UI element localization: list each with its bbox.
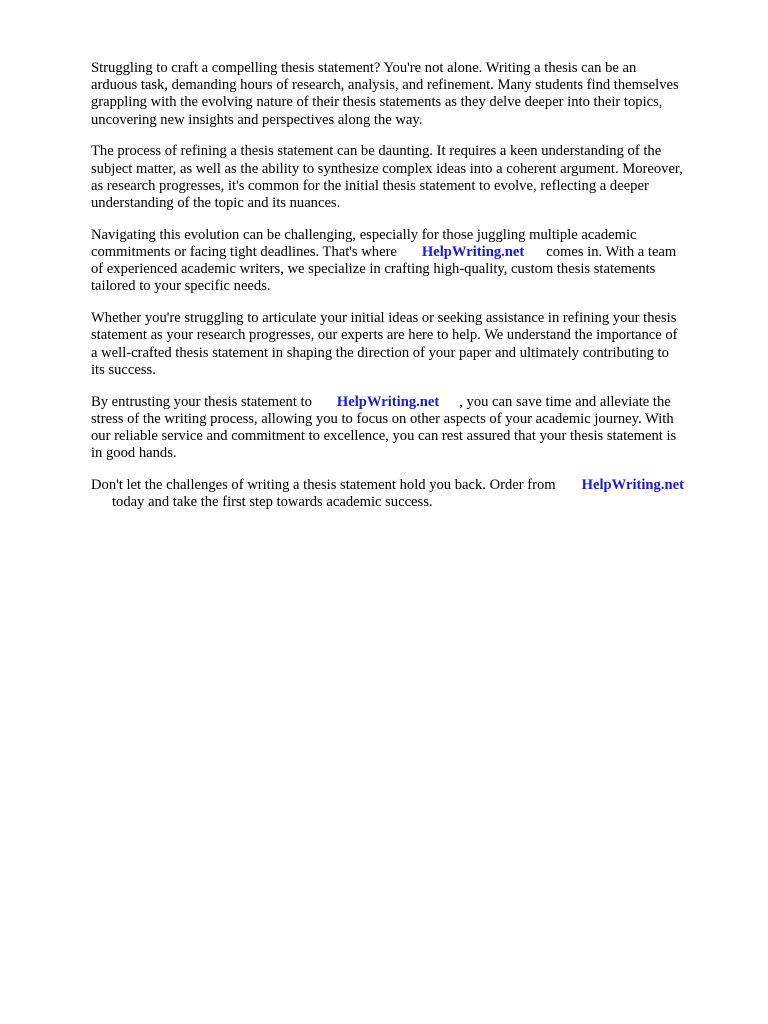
paragraph-entrusting: [91, 394, 725, 463]
text-line: arduous task, demanding hours of research, analysis, and refinement. Many students find themselves: [91, 77, 679, 94]
text-line: our reliable service and commitment to excellence, you can rest assured that your thesis statement is: [91, 428, 677, 445]
text-line: in good hands.: [91, 445, 177, 462]
text-line: statement as your research progresses, our experts are here to help. We understand the importance of: [91, 327, 678, 344]
helpwriting-link[interactable]: HelpWriting.net: [421, 244, 525, 261]
text-line: a well-crafted thesis statement in shaping the direction of your paper and ultimately contributing to: [91, 344, 669, 361]
text-line: as research progresses, it's common for the initial thesis statement to evolve, reflecting a deeper: [91, 177, 649, 194]
text-line: [91, 394, 725, 411]
text-line: [91, 244, 725, 261]
text-line: of experienced academic writers, we specialize in crafting high-quality, custom thesis statements: [91, 261, 656, 278]
text-line: Whether you're struggling to articulate your initial ideas or seeking assistance in refining your thesis: [91, 310, 677, 327]
helpwriting-link[interactable]: HelpWriting.net: [336, 393, 440, 410]
text-fragment: commitments or facing tight deadlines. That's where: [91, 244, 397, 261]
text-line: its success.: [91, 361, 156, 378]
paragraph-intro: [91, 60, 725, 129]
text-line: subject matter, as well as the ability to synthesize complex ideas into a coherent argument. Moreover,: [91, 160, 683, 177]
text-line: uncovering new insights and perspectives along the way.: [91, 111, 423, 128]
paragraph-whether: [91, 310, 725, 379]
text-fragment: comes in. With a team: [546, 244, 677, 261]
text-line: The process of refining a thesis statement can be daunting. It requires a keen understanding of the: [91, 143, 662, 160]
text-line: understanding of the topic and its nuances.: [91, 195, 341, 212]
helpwriting-link[interactable]: HelpWriting.net: [581, 477, 684, 494]
text-line: [91, 477, 725, 494]
text-fragment: Don't let the challenges of writing a thesis statement hold you back. Order from: [91, 477, 556, 494]
text-fragment: By entrusting your thesis statement to: [91, 393, 312, 410]
document-page: [91, 60, 725, 526]
paragraph-navigating: [91, 227, 725, 296]
paragraph-order: [91, 477, 725, 511]
text-line: Navigating this evolution can be challenging, especially for those juggling multiple academic: [91, 226, 637, 243]
text-line: tailored to your specific needs.: [91, 278, 271, 295]
text-line: stress of the writing process, allowing you to focus on other aspects of your academic journey. With: [91, 410, 674, 427]
text-line: today and take the first step towards academic success.: [112, 494, 433, 511]
text-fragment: , you can save time and alleviate the: [459, 393, 671, 410]
paragraph-process: [91, 143, 725, 212]
text-line: grappling with the evolving nature of their thesis statements as they delve deeper into their topics,: [91, 94, 663, 111]
text-line: Struggling to craft a compelling thesis statement? You're not alone. Writing a thesis can be an: [91, 60, 637, 76]
